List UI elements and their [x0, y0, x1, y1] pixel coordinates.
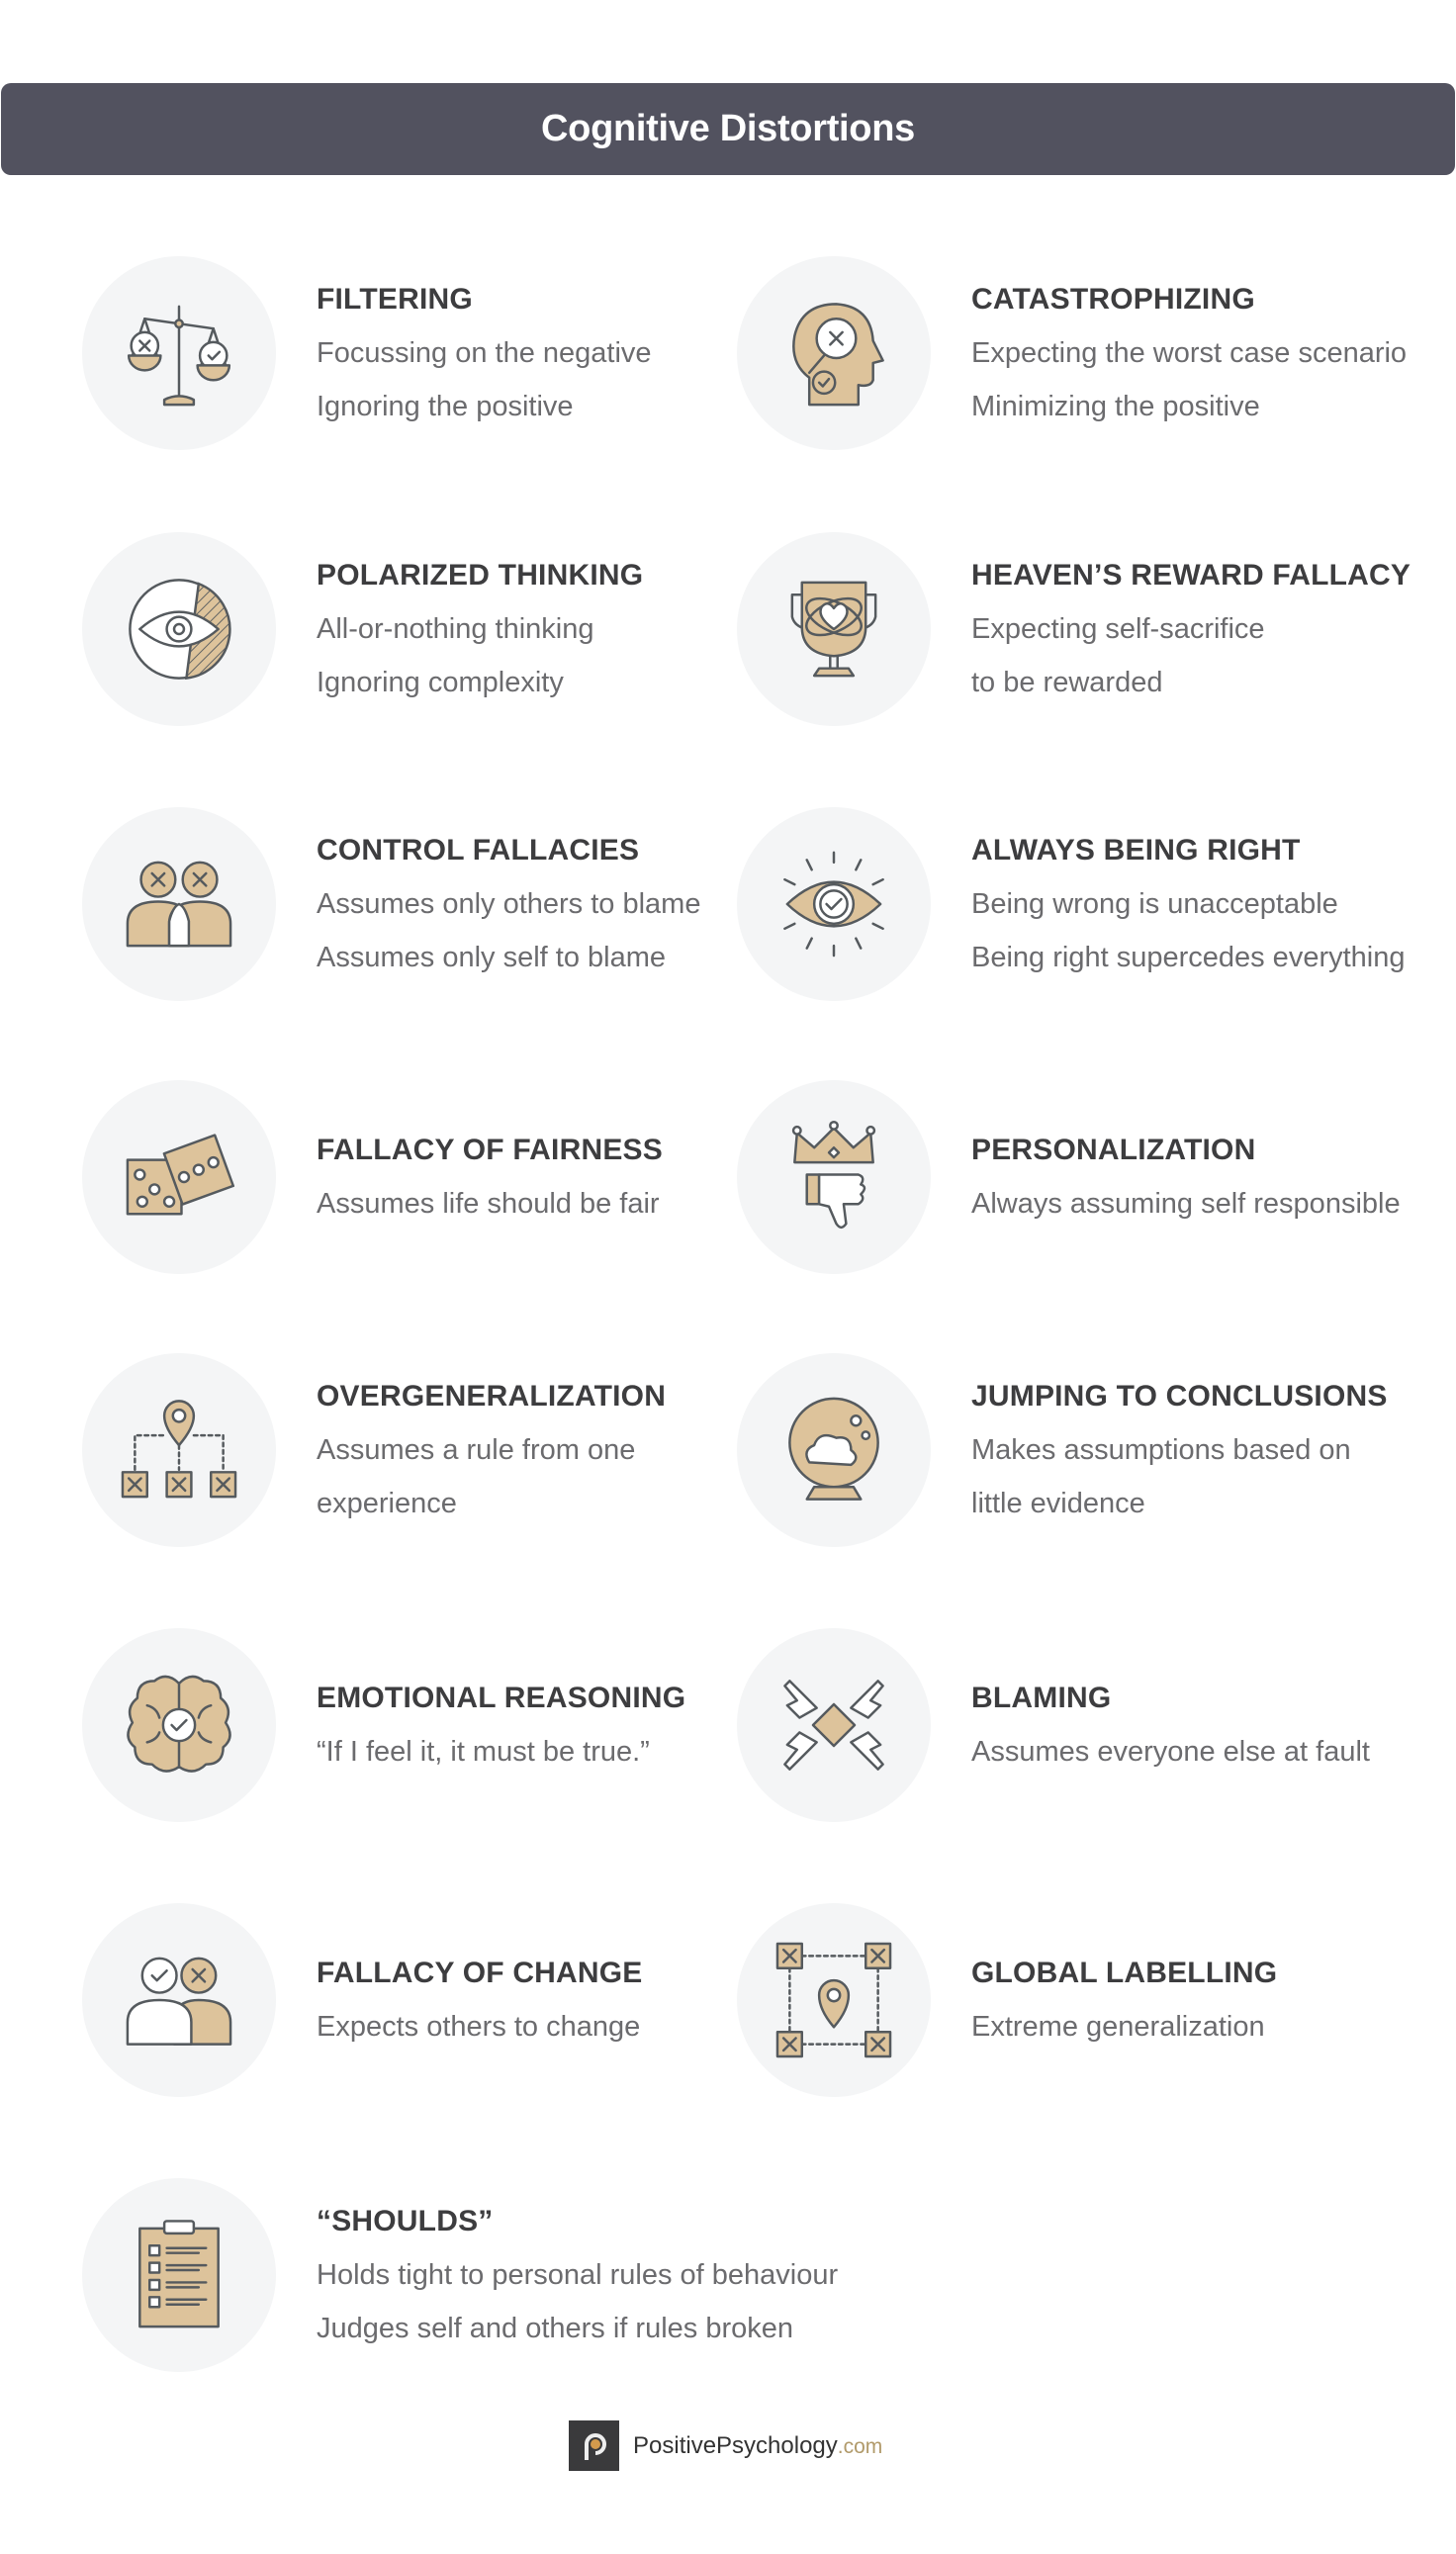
item-line: Minimizing the positive — [971, 391, 1260, 422]
item-line: Assumes life should be fair — [317, 1188, 660, 1220]
item-control-fallacies — [82, 807, 700, 1001]
item-heavens-reward-fallacy — [737, 532, 1410, 726]
item-filtering — [82, 256, 652, 450]
item-emotional-reasoning — [82, 1628, 685, 1822]
item-title: JUMPING TO CONCLUSIONS — [971, 1380, 1388, 1413]
item-line: experience — [317, 1488, 457, 1519]
item-title: BLAMING — [971, 1682, 1112, 1714]
brand-logo-icon — [569, 2420, 619, 2471]
item-polarized-thinking — [82, 532, 643, 726]
item-shoulds — [82, 2178, 838, 2372]
head-magnifier-icon — [773, 292, 895, 414]
item-title: HEAVEN’S REWARD FALLACY — [971, 559, 1411, 592]
item-line: Holds tight to personal rules of behaviour — [317, 2259, 839, 2291]
item-line: Expecting self-sacrifice — [971, 613, 1265, 645]
brain-check-icon — [118, 1664, 240, 1786]
crown-thumbs-down-icon — [773, 1116, 895, 1238]
item-title: GLOBAL LABELLING — [971, 1957, 1278, 1989]
item-fallacy-of-change — [82, 1903, 643, 2097]
trophy-heart-icon — [773, 568, 895, 690]
item-line: Being right supercedes everything — [971, 942, 1406, 973]
item-line: to be rewarded — [971, 667, 1163, 698]
item-line: Assumes everyone else at fault — [971, 1736, 1370, 1768]
scales-icon — [118, 292, 240, 414]
item-personalization — [737, 1080, 1401, 1274]
item-title: FALLACY OF FAIRNESS — [317, 1134, 663, 1166]
item-global-labelling — [737, 1903, 1277, 2097]
item-line: Assumes a rule from one — [317, 1434, 636, 1466]
item-line: “If I feel it, it must be true.” — [317, 1736, 650, 1768]
page-header — [1, 83, 1455, 175]
pin-network-icon — [773, 1939, 895, 2061]
two-people-icon — [118, 843, 240, 965]
item-line: Expecting the worst case scenario — [971, 337, 1408, 369]
item-line: Judges self and others if rules broken — [317, 2313, 793, 2344]
brand-name: PositivePsychology.com — [633, 2431, 883, 2459]
item-always-being-right — [737, 807, 1405, 1001]
item-title: EMOTIONAL REASONING — [317, 1682, 686, 1714]
item-title: FALLACY OF CHANGE — [317, 1957, 643, 1989]
eye-check-icon — [773, 843, 895, 965]
item-title: OVERGENERALIZATION — [317, 1380, 667, 1413]
crystal-ball-icon — [773, 1389, 895, 1511]
dice-icon — [118, 1116, 240, 1238]
item-title: FILTERING — [317, 283, 473, 316]
item-line: Expects others to change — [317, 2011, 641, 2043]
item-line: Assumes only self to blame — [317, 942, 666, 973]
clipboard-checklist-icon — [118, 2214, 240, 2336]
item-line: Ignoring the positive — [317, 391, 574, 422]
item-fallacy-of-fairness — [82, 1080, 663, 1274]
item-blaming — [737, 1628, 1370, 1822]
item-line: All-or-nothing thinking — [317, 613, 594, 645]
item-jumping-to-conclusions — [737, 1353, 1388, 1547]
pin-boxes-icon — [118, 1389, 240, 1511]
item-title: POLARIZED THINKING — [317, 559, 644, 592]
eye-split-icon — [118, 568, 240, 690]
item-title: CONTROL FALLACIES — [317, 834, 640, 867]
footer-logo[interactable] — [569, 2420, 882, 2471]
item-line: Being wrong is unacceptable — [971, 888, 1338, 920]
pointing-hands-icon — [773, 1664, 895, 1786]
item-title: CATASTROPHIZING — [971, 283, 1255, 316]
item-catastrophizing — [737, 256, 1407, 450]
item-line: little evidence — [971, 1488, 1145, 1519]
item-title: “SHOULDS” — [317, 2205, 494, 2237]
item-line: Makes assumptions based on — [971, 1434, 1351, 1466]
item-line: Always assuming self responsible — [971, 1188, 1401, 1220]
item-overgeneralization — [82, 1353, 666, 1547]
item-line: Ignoring complexity — [317, 667, 564, 698]
item-title: PERSONALIZATION — [971, 1134, 1256, 1166]
page-title: Cognitive Distortions — [541, 108, 915, 149]
item-title: ALWAYS BEING RIGHT — [971, 834, 1301, 867]
item-line: Focussing on the negative — [317, 337, 652, 369]
item-line: Extreme generalization — [971, 2011, 1265, 2043]
people-change-icon — [118, 1939, 240, 2061]
item-line: Assumes only others to blame — [317, 888, 701, 920]
